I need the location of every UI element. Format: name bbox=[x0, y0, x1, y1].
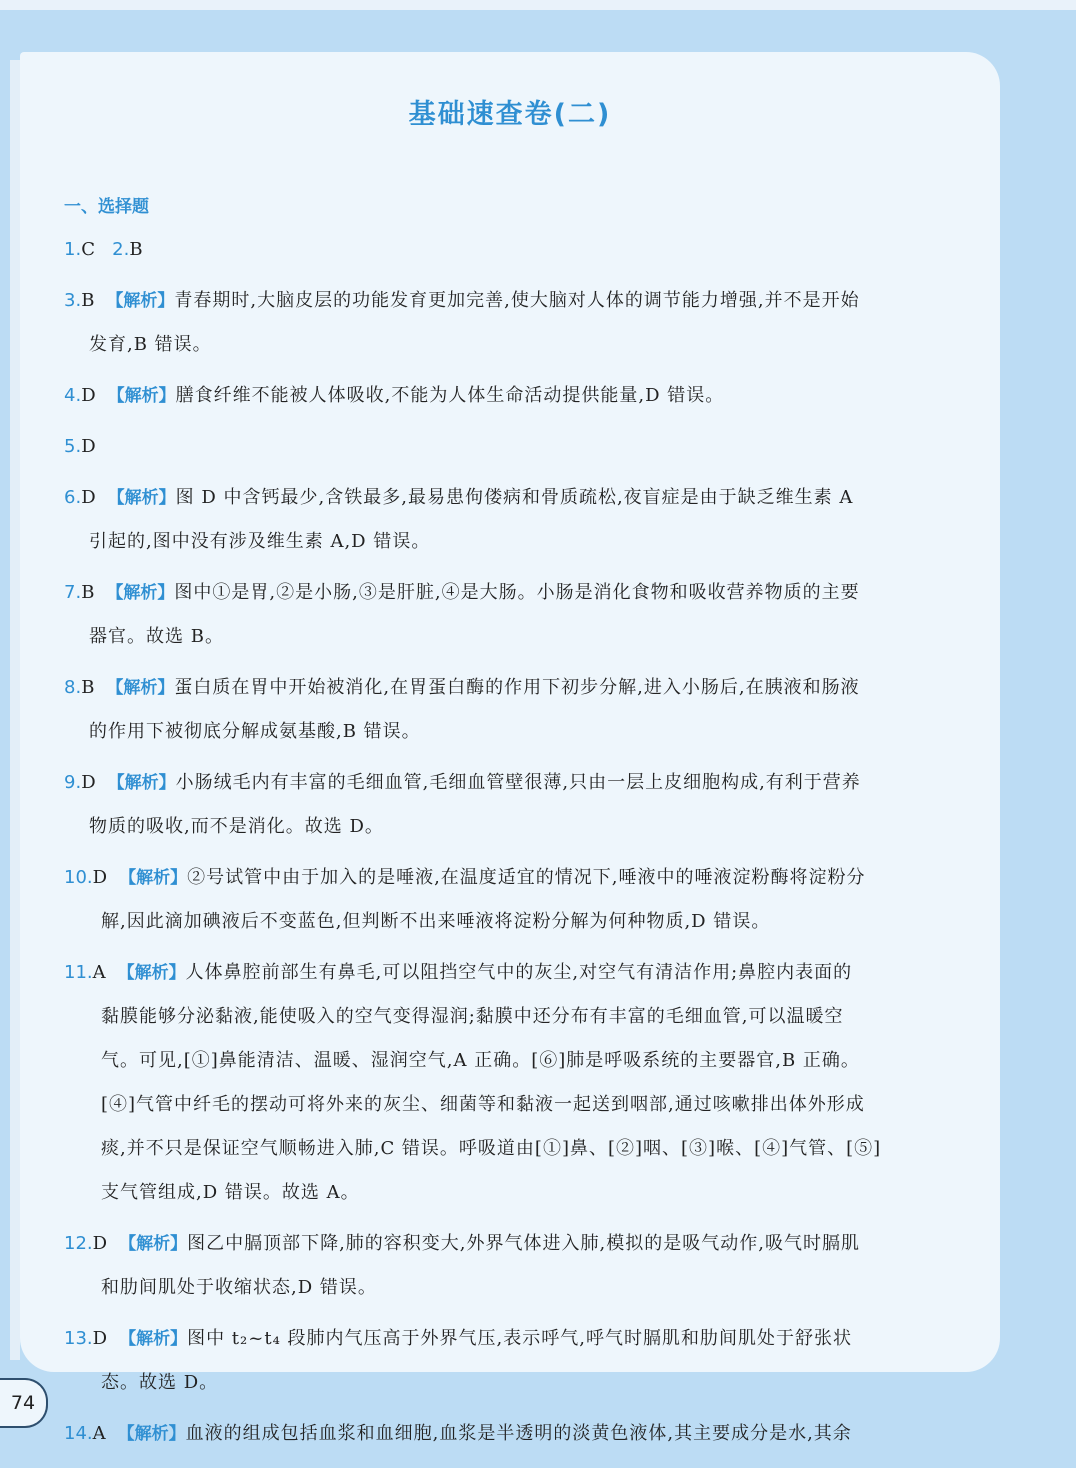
answer-number: 14. bbox=[64, 1423, 93, 1444]
answer-choice: D bbox=[81, 436, 96, 457]
answer-item bbox=[64, 1317, 998, 1405]
analysis-text: 血液的组成包括血浆和血细胞,血浆是半透明的淡黄色液体,其主要成分是水,其余 bbox=[185, 1423, 852, 1444]
answer-number: 3. bbox=[64, 290, 82, 311]
answer-list bbox=[64, 228, 998, 1463]
answer-item bbox=[64, 279, 998, 367]
section-heading: 一、选择题 bbox=[64, 197, 149, 217]
analysis-text-line: 痰,并不只是保证空气顺畅进入肺,C 错误。呼吸道由[①]鼻、[②]咽、[③]喉、[④]气管、[⑤] bbox=[101, 1138, 882, 1159]
page-title: 基础速查卷(二) bbox=[408, 99, 612, 130]
answer-item bbox=[64, 761, 998, 849]
analysis-text: ②号试管中由于加入的是唾液,在温度适宜的情况下,唾液中的唾液淀粉酶将淀粉分 bbox=[187, 867, 866, 888]
analysis-text: 人体鼻腔前部生有鼻毛,可以阻挡空气中的灰尘,对空气有清洁作用;鼻腔内表面的 bbox=[185, 962, 853, 983]
analysis-tag: 【解析】 bbox=[119, 868, 188, 888]
answer-item bbox=[64, 571, 998, 659]
answer-choice: D bbox=[81, 385, 96, 406]
answer-choice: A bbox=[92, 1423, 106, 1444]
analysis-tag: 【解析】 bbox=[107, 488, 176, 508]
analysis-text: 图中①是胃,②是小肠,③是肝脏,④是大肠。小肠是消化食物和吸收营养物质的主要 bbox=[174, 582, 860, 603]
answer-item bbox=[64, 476, 998, 564]
answer-number: 8. bbox=[64, 677, 82, 698]
answer-choice: D bbox=[92, 1328, 108, 1349]
answer-number: 12. bbox=[64, 1233, 93, 1254]
analysis-tag: 【解析】 bbox=[106, 678, 175, 698]
answer-choice: B bbox=[81, 677, 95, 698]
answer-item bbox=[64, 425, 998, 469]
answer-number: 6. bbox=[64, 487, 82, 508]
answer-number: 7. bbox=[64, 582, 82, 603]
answer-number: 9. bbox=[64, 772, 82, 793]
analysis-text: 图中 t₂~t₄ 段肺内气压高于外界气压,表示呼气,呼气时膈肌和肋间肌处于舒张状 bbox=[187, 1328, 852, 1349]
analysis-tag: 【解析】 bbox=[106, 583, 175, 603]
answer-choice: C bbox=[81, 239, 95, 260]
answer-choice: A bbox=[92, 962, 106, 983]
analysis-text: 膳食纤维不能被人体吸收,不能为人体生命活动提供能量,D 错误。 bbox=[175, 385, 725, 406]
analysis-text-line: [④]气管中纤毛的摆动可将外来的灰尘、细菌等和黏液一起送到咽部,通过咳嗽排出体外形成 bbox=[101, 1094, 865, 1115]
answer-number: 2. bbox=[112, 239, 130, 260]
answer-choice: B bbox=[81, 290, 95, 311]
answer-number: 10. bbox=[64, 867, 93, 888]
answer-number: 4. bbox=[64, 385, 82, 406]
analysis-text: 图乙中膈顶部下降,肺的容积变大,外界气体进入肺,模拟的是吸气动作,吸气时膈肌 bbox=[187, 1233, 860, 1254]
page-top-edge bbox=[0, 0, 1076, 10]
analysis-text: 蛋白质在胃中开始被消化,在胃蛋白酶的作用下初步分解,进入小肠后,在胰液和肠液 bbox=[174, 677, 860, 698]
answer-item bbox=[64, 1412, 998, 1456]
answer-choice: D bbox=[92, 1233, 108, 1254]
analysis-text-line: 物质的吸收,而不是消化。故选 D。 bbox=[89, 816, 384, 837]
answer-choice: D bbox=[81, 772, 96, 793]
answer-number: 13. bbox=[64, 1328, 93, 1349]
answer-item bbox=[64, 856, 998, 944]
analysis-text-line: 解,因此滴加碘液后不变蓝色,但判断不出来唾液将淀粉分解为何种物质,D 错误。 bbox=[101, 911, 771, 932]
analysis-text: 小肠绒毛内有丰富的毛细血管,毛细血管壁很薄,只由一层上皮细胞构成,有利于营养 bbox=[175, 772, 861, 793]
answer-item bbox=[64, 374, 998, 418]
page-left-edge bbox=[10, 60, 20, 1360]
answer-item bbox=[64, 666, 998, 754]
analysis-text: 青春期时,大脑皮层的功能发育更加完善,使大脑对人体的调节能力增强,并不是开始 bbox=[174, 290, 860, 311]
analysis-tag: 【解析】 bbox=[117, 1424, 186, 1444]
answer-item bbox=[64, 1222, 998, 1310]
analysis-tag: 【解析】 bbox=[106, 291, 175, 311]
analysis-text-line: 支气管组成,D 错误。故选 A。 bbox=[101, 1182, 360, 1203]
answer-item-1-2 bbox=[64, 228, 998, 272]
analysis-tag: 【解析】 bbox=[107, 386, 176, 406]
answer-item bbox=[64, 951, 998, 1215]
answer-choice: B bbox=[81, 582, 95, 603]
analysis-tag: 【解析】 bbox=[107, 773, 176, 793]
analysis-text-line: 黏膜能够分泌黏液,能使吸入的空气变得湿润;黏膜中还分布有丰富的毛细血管,可以温暖空 bbox=[101, 1006, 844, 1027]
answer-choice: B bbox=[129, 239, 143, 260]
analysis-text: 图 D 中含钙最少,含铁最多,最易患佝偻病和骨质疏松,夜盲症是由于缺乏维生素 A bbox=[175, 487, 854, 508]
analysis-tag: 【解析】 bbox=[119, 1329, 188, 1349]
answer-number: 5. bbox=[64, 436, 82, 457]
page-number: 74 bbox=[0, 1378, 48, 1428]
answer-choice: D bbox=[81, 487, 96, 508]
answer-choice: D bbox=[92, 867, 108, 888]
analysis-text-line: 器官。故选 B。 bbox=[89, 626, 224, 647]
analysis-text-line: 气。可见,[①]鼻能清洁、温暖、湿润空气,A 正确。[⑥]肺是呼吸系统的主要器官,B 正确。 bbox=[101, 1050, 860, 1071]
analysis-text-line: 发育,B 错误。 bbox=[89, 334, 212, 355]
analysis-tag: 【解析】 bbox=[119, 1234, 188, 1254]
analysis-text-line: 态。故选 D。 bbox=[101, 1372, 219, 1393]
answer-number: 1. bbox=[64, 239, 82, 260]
analysis-text-line: 引起的,图中没有涉及维生素 A,D 错误。 bbox=[89, 531, 431, 552]
analysis-text-line: 的作用下被彻底分解成氨基酸,B 错误。 bbox=[89, 721, 421, 742]
analysis-tag: 【解析】 bbox=[117, 963, 186, 983]
analysis-text-line: 和肋间肌处于收缩状态,D 错误。 bbox=[101, 1277, 377, 1298]
answer-number: 11. bbox=[64, 962, 93, 983]
